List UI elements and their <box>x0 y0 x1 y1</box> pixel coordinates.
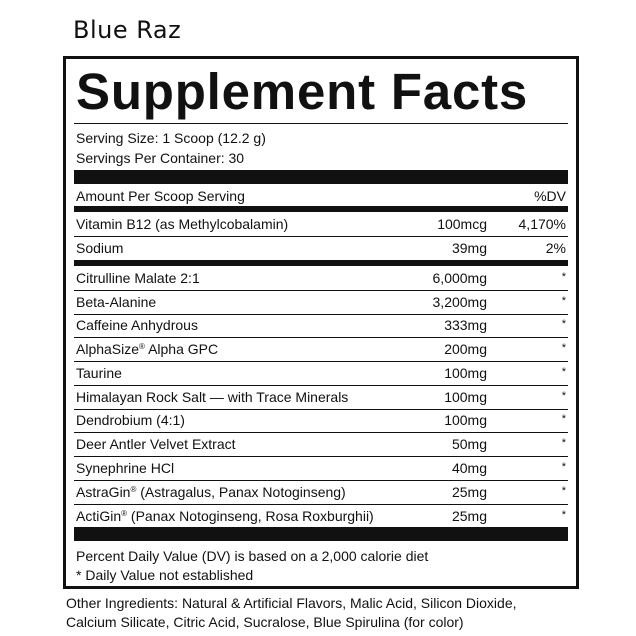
nutrient-name: Sodium <box>76 240 124 256</box>
nutrient-name: Vitamin B12 (as Methylcobalamin) <box>76 216 289 232</box>
footnote-dv: Percent Daily Value (DV) is based on a 2,000 calorie diet <box>76 548 429 564</box>
ingredient-amount: 100mg <box>444 389 487 405</box>
ingredient-amount: 50mg <box>451 436 487 452</box>
servings-per-container: Servings Per Container: 30 <box>76 150 245 166</box>
ingredient-name: AstraGin® (Astragalus, Panax Notoginseng) <box>76 484 346 500</box>
row-divider <box>74 290 568 291</box>
thick-divider <box>74 170 568 184</box>
row-divider <box>74 409 568 410</box>
ingredient-amount: 3,200mg <box>432 294 487 310</box>
row-divider <box>74 361 568 362</box>
ingredient-name: Taurine <box>76 365 122 381</box>
medium-divider <box>74 260 568 266</box>
medium-divider <box>74 206 568 212</box>
ingredient-name: Synephrine HCl <box>76 460 175 476</box>
ingredient-dv: * <box>561 413 566 425</box>
ingredient-dv: * <box>561 295 566 307</box>
registered-mark: ® <box>139 342 145 351</box>
title-rule <box>74 123 568 124</box>
row-divider <box>74 337 568 338</box>
ingredient-name: Caffeine Anhydrous <box>76 317 198 333</box>
ingredient-dv: * <box>561 485 566 497</box>
ingredient-amount: 40mg <box>451 460 487 476</box>
ingredient-amount: 100mg <box>444 412 487 428</box>
footnote-star: * Daily Value not established <box>76 567 254 583</box>
nutrient-dv: 2% <box>545 240 566 256</box>
row-divider <box>74 385 568 386</box>
ingredient-dv: * <box>561 366 566 378</box>
ingredient-dv: * <box>561 271 566 283</box>
nutrient-dv: 4,170% <box>518 216 566 232</box>
row-divider <box>74 504 568 505</box>
row-divider <box>74 314 568 315</box>
ingredient-amount: 100mg <box>444 365 487 381</box>
ingredient-amount: 333mg <box>444 317 487 333</box>
ingredient-amount: 25mg <box>451 508 487 524</box>
other-ingredients: Other Ingredients: Natural & Artificial Flavors, Malic Acid, Silicon Dioxide, Calcium Silicate, Citric Acid, Sucralose, Blue Spirulina (for color) <box>66 595 517 630</box>
thick-divider <box>74 527 568 541</box>
ingredient-name: ActiGin® (Panax Notoginseng, Rosa Roxburghii) <box>76 508 374 524</box>
row-divider <box>74 432 568 433</box>
ingredient-dv: * <box>561 318 566 330</box>
row-divider <box>74 236 568 237</box>
ingredient-dv: * <box>561 437 566 449</box>
row-divider <box>74 456 568 457</box>
ingredient-name: Citrulline Malate 2:1 <box>76 270 200 286</box>
amount-header-label: Amount Per Scoop Serving <box>76 188 245 204</box>
panel-title: Supplement Facts <box>76 63 529 120</box>
ingredient-name: Beta-Alanine <box>76 294 157 310</box>
dv-header-label: %DV <box>534 188 566 204</box>
ingredient-dv: * <box>561 390 566 402</box>
ingredient-dv: * <box>561 342 566 354</box>
ingredient-dv: * <box>561 509 566 521</box>
ingredient-name: AlphaSize® Alpha GPC <box>76 341 219 357</box>
ingredient-name: Deer Antler Velvet Extract <box>76 436 236 452</box>
flavor-name: Blue Raz <box>73 16 182 44</box>
row-divider <box>74 480 568 481</box>
serving-size: Serving Size: 1 Scoop (12.2 g) <box>76 130 266 146</box>
supplement-facts-panel <box>63 56 579 589</box>
ingredient-amount: 6,000mg <box>432 270 487 286</box>
ingredient-amount: 25mg <box>451 484 487 500</box>
registered-mark: ® <box>130 485 137 494</box>
ingredient-dv: * <box>561 461 566 473</box>
registered-mark: ® <box>121 509 128 518</box>
nutrient-amount: 100mcg <box>437 216 487 232</box>
ingredient-amount: 200mg <box>444 341 487 357</box>
ingredient-name: Himalayan Rock Salt — with Trace Minerals <box>76 389 349 405</box>
nutrient-amount: 39mg <box>451 240 487 256</box>
ingredient-name: Dendrobium (4:1) <box>76 412 185 428</box>
